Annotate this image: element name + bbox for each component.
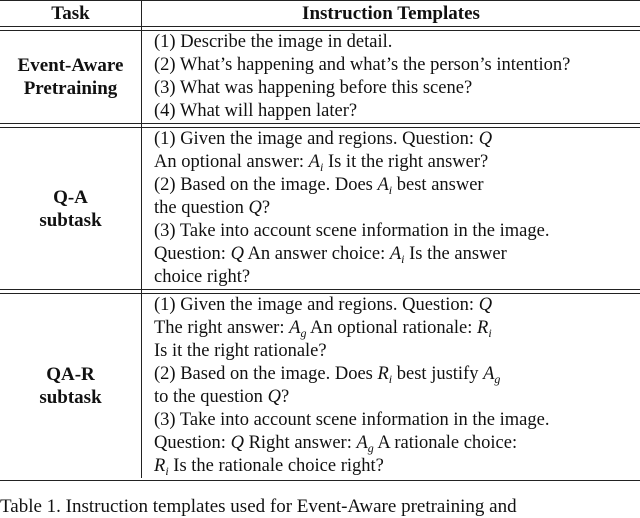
template-line [154, 220, 640, 243]
template-list [142, 294, 640, 478]
template-text: Right answer: [243, 433, 357, 453]
math-symbol: A [483, 364, 495, 384]
task-name [0, 31, 142, 123]
math-symbol: Q [248, 198, 262, 218]
template-line [154, 54, 640, 77]
template-line [154, 77, 640, 100]
template-text: best answer [392, 175, 484, 195]
math-symbol: R [377, 364, 389, 384]
math-subscript: g [367, 441, 374, 455]
template-text: (3) What was happening before this scene? [154, 78, 473, 98]
task-name-line: QA-R [46, 364, 95, 385]
template-line [154, 455, 640, 478]
template-line [154, 197, 640, 220]
template-text: The right answer: [154, 318, 290, 338]
template-text: ? [280, 387, 290, 407]
template-text: choice right? [154, 267, 251, 287]
math-symbol: Q [230, 433, 244, 453]
template-line [154, 100, 640, 123]
template-line [154, 128, 640, 151]
header-task: Task [0, 1, 142, 26]
template-line [154, 386, 640, 409]
task-name [0, 294, 142, 478]
template-text: An optional rationale: [306, 318, 478, 338]
task-name [0, 128, 142, 289]
header-row [0, 1, 640, 26]
math-symbol: A [289, 318, 301, 338]
template-text: Is the rationale choice right? [168, 456, 384, 476]
template-text: Is it the right answer? [323, 152, 489, 172]
template-text: Question: [154, 244, 231, 264]
math-symbol: A [356, 433, 368, 453]
template-text: Question: [154, 433, 231, 453]
template-line [154, 340, 640, 363]
template-text: An answer choice: [243, 244, 390, 264]
template-text: the question [154, 198, 249, 218]
task-name-line: Q-A [53, 186, 88, 208]
task-name-line: Event-Aware [17, 55, 124, 76]
template-text: ? [261, 198, 271, 218]
template-line [154, 31, 640, 54]
math-symbol: Q [478, 295, 493, 315]
math-subscript: i [388, 372, 393, 386]
template-text: (4) What will happen later? [154, 101, 358, 121]
math-symbol: R [477, 318, 489, 338]
template-text: Is the answer [404, 244, 507, 264]
template-line [154, 174, 640, 197]
section-row [0, 294, 640, 478]
template-text: (2) Based on the image. Does [154, 175, 378, 195]
math-subscript: i [388, 183, 393, 197]
math-symbol: Q [478, 129, 493, 149]
table-caption: Table 1. Instruction templates used for Event-Aware pretraining and [0, 496, 517, 517]
task-name-line: subtask [39, 209, 102, 231]
template-text: (2) What’s happening and what’s the person’s intention? [154, 55, 571, 75]
bottom-rule [0, 480, 640, 481]
math-symbol: A [389, 244, 402, 264]
template-text: (1) Given the image and regions. Question: [154, 295, 479, 315]
template-text: An optional answer: [154, 152, 309, 172]
task-name-line: subtask [39, 387, 102, 408]
math-subscript: g [494, 372, 501, 386]
template-line [154, 363, 640, 386]
template-list [142, 31, 640, 123]
math-symbol: A [308, 152, 320, 172]
section-row [0, 31, 640, 123]
template-text: (1) Given the image and regions. Question: [154, 129, 479, 149]
header-templates: Instruction Templates [302, 3, 480, 24]
math-subscript: i [165, 464, 169, 478]
math-symbol: A [377, 175, 389, 195]
template-line [154, 294, 640, 317]
template-text: (1) Describe the image in detail. [154, 32, 393, 52]
template-line [154, 266, 640, 289]
math-symbol: Q [230, 244, 244, 264]
template-text: (3) Take into account scene information in the image. [154, 221, 550, 241]
math-subscript: g [300, 326, 307, 340]
math-subscript: i [401, 252, 405, 266]
template-text: Is it the right rationale? [154, 341, 327, 361]
math-subscript: i [319, 160, 324, 174]
math-subscript: i [488, 326, 492, 340]
template-text: to the question [154, 387, 268, 407]
template-line [154, 151, 640, 174]
template-text: best justify [392, 364, 484, 384]
template-line [154, 317, 640, 340]
template-list [142, 128, 640, 289]
template-text: (2) Based on the image. Does [154, 364, 378, 384]
section-row [0, 128, 640, 289]
template-line [154, 432, 640, 455]
template-text: (3) Take into account scene information in the image. [154, 410, 550, 430]
math-symbol: Q [267, 387, 281, 407]
task-name-line: Pretraining [23, 78, 118, 99]
template-line [154, 243, 640, 266]
template-line [154, 409, 640, 432]
math-symbol: R [154, 456, 166, 476]
template-text: A rationale choice: [373, 433, 518, 453]
